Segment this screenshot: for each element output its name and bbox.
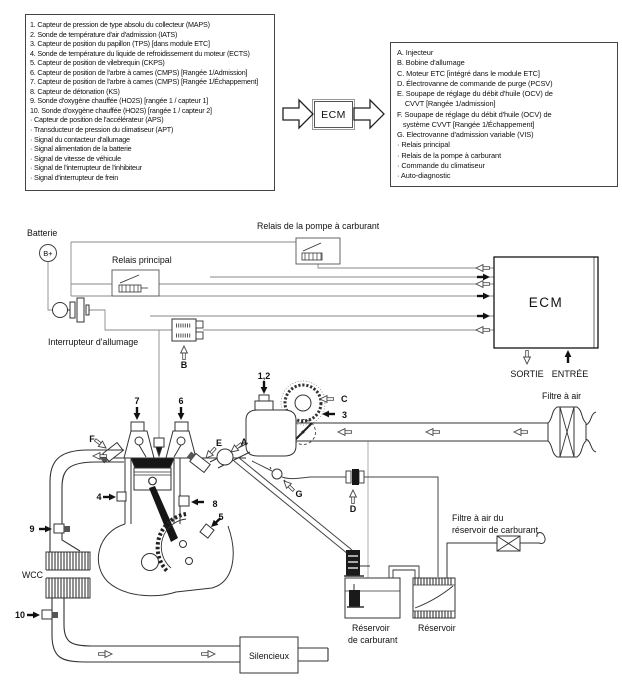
legend-line: F. Soupape de réglage du débit d'huile (OCV) de xyxy=(397,109,552,119)
crankshaft-position-sensor xyxy=(200,512,224,538)
callout-6: 6 xyxy=(178,396,184,406)
legend-line: · Signal de vitesse de véhicule xyxy=(30,153,121,163)
muffler xyxy=(240,637,298,673)
label-relais-principal: Relais principal xyxy=(112,255,172,265)
label-reservoir: Réservoir xyxy=(418,623,456,633)
callout-e: E xyxy=(215,438,223,448)
legend-line: · Commande du climatiseur xyxy=(397,160,485,170)
fuel-tank-air-filter-icon xyxy=(447,513,545,578)
purge-lines xyxy=(234,457,438,577)
battery-terminal xyxy=(27,228,57,262)
legend-line: D. Électrovanne de commande de purge (PCSV) xyxy=(397,78,553,88)
flow-arrow-left xyxy=(283,100,313,128)
knock-sensor xyxy=(179,496,218,509)
legend-line: 3. Capteur de position du papillon (TPS) [dans module ETC] xyxy=(30,39,210,49)
legend-line: E. Soupape de réglage du débit d'huile (OCV) de xyxy=(397,89,553,98)
label-batterie: Batterie xyxy=(27,228,58,238)
ocv-exhaust-valve xyxy=(89,434,123,465)
flow-arrow-right xyxy=(354,100,384,128)
callout-5: 5 xyxy=(218,512,224,522)
legend-line: CVVT [Rangée 1/admission] xyxy=(397,99,496,109)
label-reservoir-carburant-1: Réservoir xyxy=(352,623,390,633)
label-entree: ENTRÉE xyxy=(551,369,589,379)
legend-line: 10. Sonde d'oxygène chauffée (HO2S) [rangée 1 / capteur 2] xyxy=(30,105,212,115)
callout-9: 9 xyxy=(29,524,35,534)
callout-10: 10 xyxy=(14,610,26,620)
label-ecm: ECM xyxy=(528,295,564,310)
callout-8: 8 xyxy=(212,499,218,509)
fuel-tank xyxy=(344,550,419,645)
label-wcc: WCC xyxy=(22,570,44,580)
label-relais-pompe: Relais de la pompe à carburant xyxy=(257,221,380,231)
legend-line: C. Moteur ETC [intégré dans le module ETC] xyxy=(397,68,540,78)
legend-line: 7. Capteur de position de l'arbre à cames (CMPS) [Rangée 1/Échappement] xyxy=(30,77,259,87)
label-silencieux: Silencieux xyxy=(248,651,290,661)
main-relay xyxy=(112,255,172,296)
oxygen-sensor-downstream xyxy=(15,610,58,620)
callout-a: A xyxy=(240,437,248,447)
label-filtre-reservoir-1: Filtre à air du xyxy=(452,513,504,523)
label-interrupteur-allumage: Interrupteur d'allumage xyxy=(48,337,139,347)
legend-line: · Capteur de position de l'accélérateur (APS) xyxy=(30,115,164,125)
purge-control-solenoid xyxy=(346,469,364,514)
legend-line: A. Injecteur xyxy=(397,48,434,57)
ecm-box xyxy=(494,257,598,379)
fuel-pump-relay xyxy=(257,221,380,264)
callout-4: 4 xyxy=(96,492,102,502)
legend-line: G. Electrovanne d'admission variable (VIS) xyxy=(397,130,534,139)
callout-f: F xyxy=(89,434,95,444)
legend-line: 1. Capteur de pression de type absolu du collecteur (MAPS) xyxy=(30,20,210,29)
callout-b: B xyxy=(180,360,188,370)
legend-line: B. Bobine d'allumage xyxy=(397,58,465,68)
vapor-canister xyxy=(413,578,456,633)
legend-line: 8. Capteur de détonation (KS) xyxy=(30,86,120,96)
callout-g: G xyxy=(295,489,303,499)
air-filter-icon xyxy=(542,391,596,457)
catalytic-converter xyxy=(22,552,91,598)
legend-line: 4. Sonde de température du liquide de refroidissement du moteur (ECTS) xyxy=(30,48,250,58)
callout-3: 3 xyxy=(342,410,348,420)
legend-line: 9. Sonde d'oxygène chauffée (HO2S) [rangée 1 / capteur 1] xyxy=(30,96,209,106)
legend-line: système CVVT [Rangée 1/Échappement] xyxy=(397,119,535,129)
intake-tube xyxy=(296,423,548,441)
legend-line: · Signal de l'interrupteur de l'inhibiteur xyxy=(30,163,142,173)
label-b-plus: B+ xyxy=(43,249,53,258)
label-filtre-reservoir-2: réservoir de carburant xyxy=(452,525,539,535)
label-reservoir-carburant-2: de carburant xyxy=(348,635,398,645)
callout-7: 7 xyxy=(134,396,140,406)
ecm-flow-box: ECM xyxy=(314,101,353,128)
legend-line: 6. Capteur de position de l'arbre à cames (CMPS) [Rangée 1/Admission] xyxy=(30,67,248,77)
legend-line: · Auto-diagnostic xyxy=(397,171,451,180)
ecm-wire-arrows xyxy=(476,265,490,334)
legend-line: 2. Sonde de température d'air d'admission (IATS) xyxy=(30,29,178,39)
legend-line: · Signal d'interrupteur de frein xyxy=(30,172,119,182)
callout-d: D xyxy=(349,504,357,514)
ignition-switch-icon xyxy=(53,298,90,322)
legend-line: · Transducteur de pression du climatiseur (APT) xyxy=(30,125,174,135)
legend-line: · Signal alimentation de la batterie xyxy=(30,144,132,154)
legend-line: 5. Capteur de position de vilebrequin (CKPS) xyxy=(30,58,165,68)
legend-line: · Relais principal xyxy=(397,140,450,150)
coolant-temp-sensor xyxy=(96,492,126,502)
legend-line: · Signal du contacteur d'allumage xyxy=(30,134,130,144)
label-filtre-air: Filtre à air xyxy=(542,391,582,401)
callout-1-2: 1,2 xyxy=(257,371,271,381)
legend-line: · Relais de la pompe à carburant xyxy=(397,150,502,160)
ignition-coil-connector xyxy=(172,319,203,370)
callout-c: C xyxy=(341,394,348,404)
label-sortie: SORTIE xyxy=(510,369,544,379)
